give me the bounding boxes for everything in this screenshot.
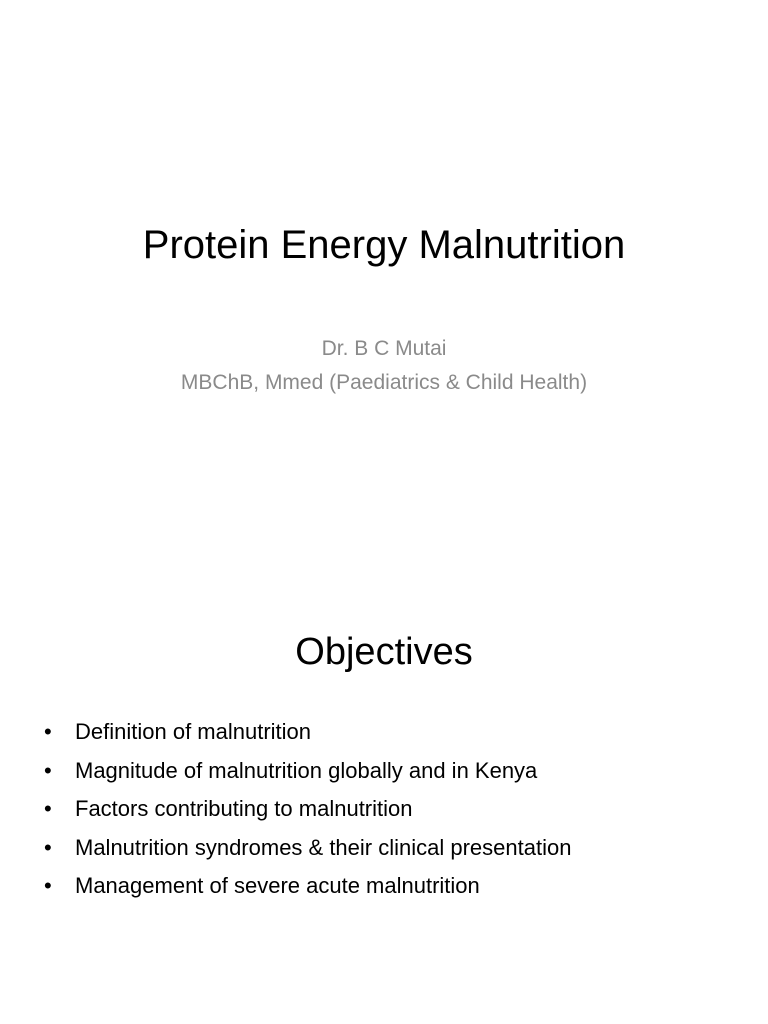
bullet-icon: • [44,719,52,744]
list-item [44,829,744,868]
list-item-text: Magnitude of malnutrition globally and in Kenya [75,757,538,783]
objectives-slide [0,560,768,1024]
list-item [44,867,744,906]
objectives-title: Objectives [295,631,473,673]
list-item-text: Malnutrition syndromes & their clinical presentation [75,834,572,860]
objectives-list [44,713,744,906]
author-name: Dr. B C Mutai [321,337,447,360]
author-credentials: MBChB, Mmed (Paediatrics & Child Health) [180,371,588,394]
bullet-icon: • [44,796,52,822]
list-item-text: Management of severe acute malnutrition [75,873,480,899]
bullet-icon: • [44,834,52,860]
slide-title: Protein Energy Malnutrition [142,223,626,267]
list-item [44,713,744,752]
list-item [44,752,744,791]
list-item-text: Factors contributing to malnutrition [75,796,413,822]
list-item [44,790,744,829]
bullet-icon: • [44,757,52,783]
bullet-icon: • [44,873,52,899]
list-item-text: Definition of malnutrition [75,719,312,744]
